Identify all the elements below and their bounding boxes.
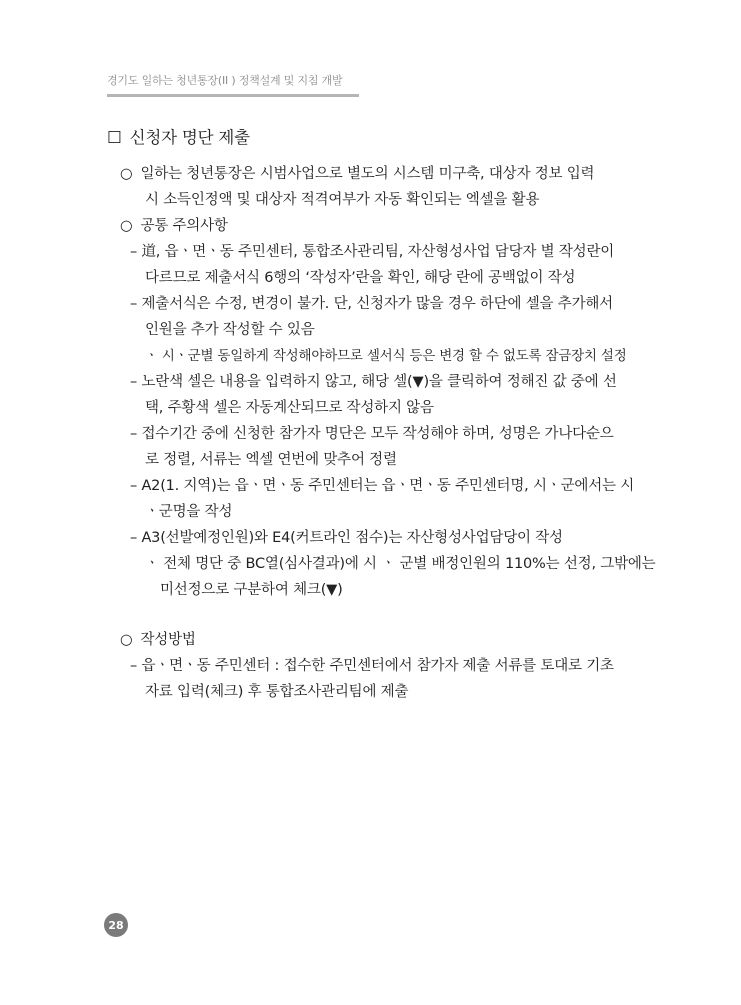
block3-heading xyxy=(120,628,196,649)
list-item: ㆍ군명을 작성 xyxy=(145,504,233,520)
list-item: 다르므로 제출서식 6행의 ‘작성자’란을 확인, 해당 란에 공백없이 작성 xyxy=(145,270,576,286)
list-item: – 노란색 셀은 내용을 입력하지 않고, 해당 셀(▼)을 클릭하여 정해진 값 중에 선 xyxy=(130,374,617,390)
block2-heading-text: 공통 주의사항 xyxy=(140,218,228,234)
block1-text1: 일하는 청년통장은 시범사업으로 별도의 시스템 미구축, 대상자 정보 입력 xyxy=(140,166,595,182)
running-header: 경기도 일하는 청년통장(II ) 정책설계 및 지침 개발 xyxy=(107,72,359,97)
block3-heading-text: 작성방법 xyxy=(140,632,196,648)
list-item: – 제출서식은 수정, 변경이 불가. 단, 신청자가 많을 경우 하단에 셀을 추가해서 xyxy=(130,296,613,312)
block2-heading xyxy=(120,214,228,235)
list-item: 인원을 추가 작성할 수 있음 xyxy=(145,322,315,338)
circle-bullet-icon: ○ xyxy=(120,632,133,648)
block1-line2: 시 소득인정액 및 대상자 적격여부가 자동 확인되는 엑셀을 활용 xyxy=(145,192,540,208)
circle-bullet-icon: ○ xyxy=(120,218,133,234)
list-item: 로 정렬, 서류는 엑셀 연번에 맞추어 정렬 xyxy=(145,452,397,468)
page-number-badge: 28 xyxy=(104,913,128,937)
circle-bullet-icon: ○ xyxy=(120,166,133,182)
list-item: 미선정으로 구분하여 체크(▼) xyxy=(160,582,343,598)
list-item: – A3(선발예정인원)와 E4(커트라인 점수)는 자산형성사업담당이 작성 xyxy=(130,530,563,546)
section-heading xyxy=(107,124,250,148)
block1-line1 xyxy=(120,162,594,183)
list-item: – 道, 읍ㆍ면ㆍ동 주민센터, 통합조사관리팀, 자산형성사업 담당자 별 작성란이 xyxy=(130,244,615,260)
list-item: ㆍ 전체 명단 중 BC열(심사결과)에 시 ㆍ 군별 배정인원의 110%는 선정, 그밖에는 xyxy=(145,556,656,572)
list-item: – 접수기간 중에 신청한 참가자 명단은 모두 작성해야 하며, 성명은 가나다순으 xyxy=(130,426,614,442)
checkbox-square-icon: ☐ xyxy=(107,128,122,147)
block3-line2: 자료 입력(체크) 후 통합조사관리팀에 제출 xyxy=(145,684,409,700)
section-title: 신청자 명단 제출 xyxy=(129,128,250,147)
block3-line1: – 읍ㆍ면ㆍ동 주민센터 : 접수한 주민센터에서 참가자 제출 서류를 토대로 기초 xyxy=(130,658,614,674)
list-item: 택, 주황색 셀은 자동계산되므로 작성하지 않음 xyxy=(145,400,434,416)
list-item: – A2(1. 지역)는 읍ㆍ면ㆍ동 주민센터는 읍ㆍ면ㆍ동 주민센터명, 시ㆍ군에서는 시 xyxy=(130,478,635,494)
list-item: ㆍ 시ㆍ군별 동일하게 작성해야하므로 셀서식 등은 변경 할 수 없도록 잠금장치 설정 xyxy=(145,348,627,364)
